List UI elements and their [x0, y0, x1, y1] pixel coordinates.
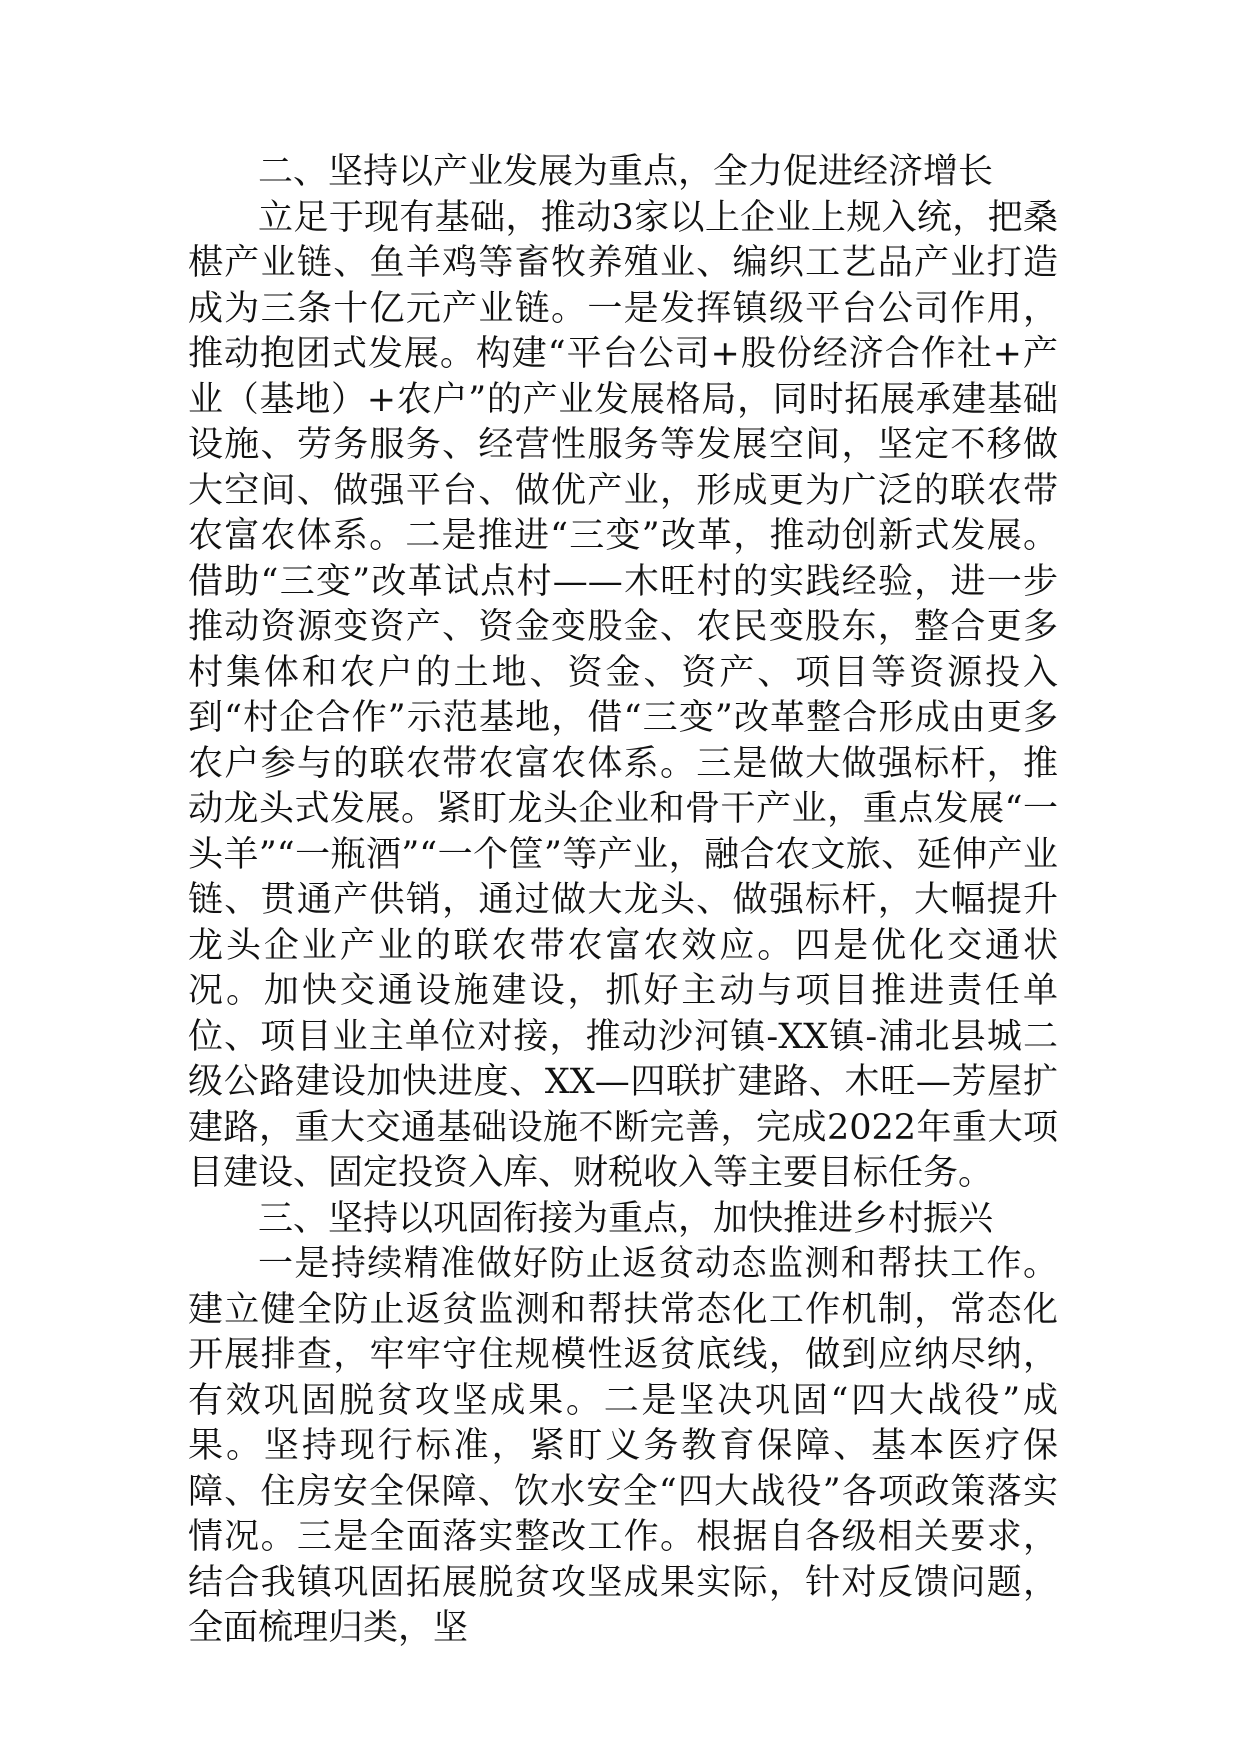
section-3-body: 一是持续精准做好防止返贫动态监测和帮扶工作。建立健全防止返贫监测和帮扶常态化工作机制，常态化开展排查，牢牢守住规模性返贫底线，做到应纳尽纳，有效巩固脱贫攻坚成果。二是坚决巩固“四大战役”成果。坚持现行标准，紧盯义务教育保障、基本医疗保障、住房安全保障、饮水安全“四大战役”各项政策落实情况。三是全面落实整改工作。根据自各级相关要求，结合我镇巩固拓展脱贫攻坚成果实际，针对反馈问题，全面梳理归类，坚 [188, 1244, 1058, 1648]
section-2-heading: 二、坚持以产业发展为重点，全力促进经济增长 [258, 152, 994, 192]
section-3-heading: 三、坚持以巩固衔接为重点，加快推进乡村振兴 [258, 1198, 994, 1239]
document-page [188, 150, 1058, 1652]
section-2-body: 立足于现有基础，推动3家以上企业上规入统，把桑椹产业链、鱼羊鸡等畜牧养殖业、编织工艺品产业打造成为三条十亿元产业链。一是发挥镇级平台公司作用，推动抱团式发展。构建“平台公司+股份经济合作社+产业（基地）+农户”的产业发展格局，同时拓展承建基础设施、劳务服务、经营性服务等发展空间，坚定不移做大空间、做强平台、做优产业，形成更为广泛的联农带农富农体系。二是推进“三变”改革，推动创新式发展。借助“三变”改革试点村——木旺村的实践经验，进一步推动资源变资产、资金变股金、农民变股东，整合更多村集体和农户的土地、资金、资产、项目等资源投入到“村企合作”示范基地，借“三变”改革整合形成由更多农户参与的联农带农富农体系。三是做大做强标杆，推动龙头式发展。紧盯龙头企业和骨干产业，重点发展“一头羊”“一瓶酒”“一个筐”等产业，融合农文旅、延伸产业链、贯通产供销，通过做大龙头、做强标杆，大幅提升龙头企业产业的联农带农富农效应。四是优化交通状况。加快交通设施建设，抓好主动与项目推进责任单位、项目业主单位对接，推动沙河镇-XX镇-浦北县城二级公路建设加快进度、XX—四联扩建路、木旺—芳屋扩建路，重大交通基础设施不断完善，完成2022年重大项目建设、固定投资入库、财税收入等主要目标任务。 [188, 197, 1058, 1193]
